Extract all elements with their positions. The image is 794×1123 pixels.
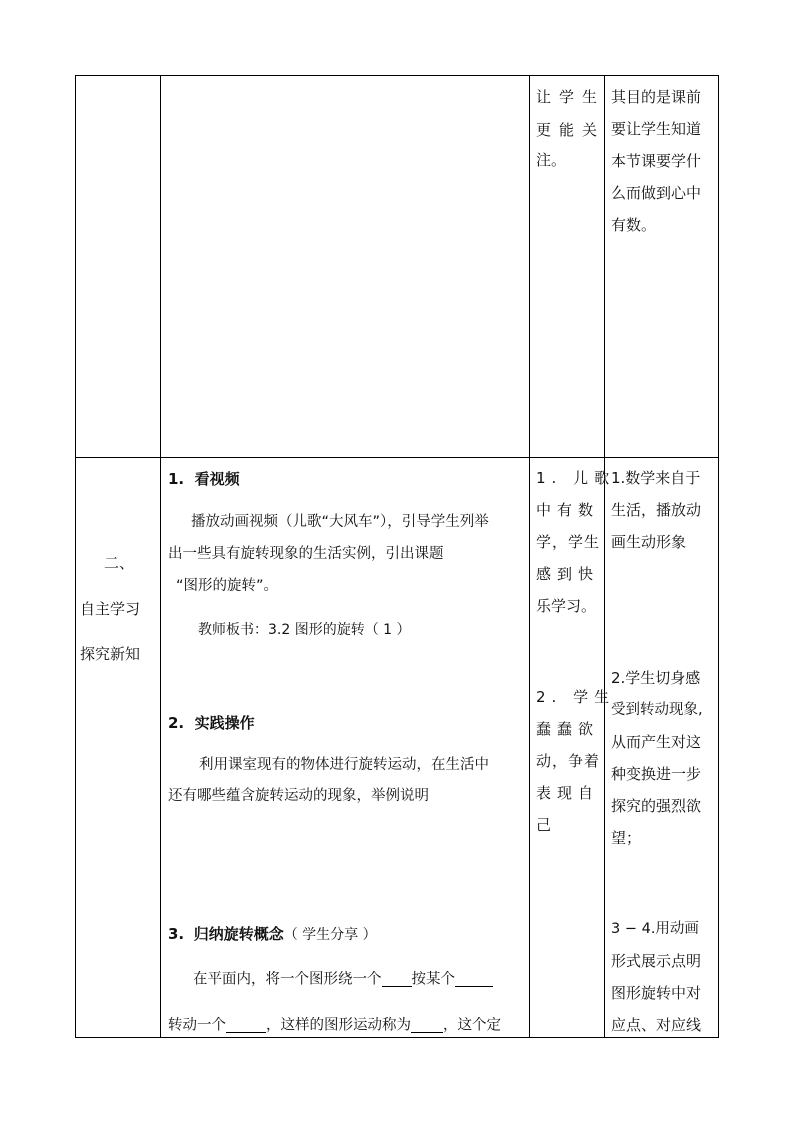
item3-line1-text-b: 按某个	[411, 971, 455, 988]
intent-c-line-2: 形式展示点明	[611, 952, 702, 970]
item1-number: 1.	[168, 470, 185, 488]
item2-heading	[168, 716, 255, 731]
item1-para-line-3: “图形的旋转”。	[176, 578, 279, 594]
intent-b-line-6: 望；	[611, 829, 642, 847]
student-a-line-3: 学，学生	[536, 533, 601, 551]
item1-heading	[168, 472, 240, 487]
row-divider	[75, 457, 719, 458]
item1-title: 看视频	[194, 470, 240, 488]
top-intent-line-3: 本节课要学什	[611, 152, 702, 170]
top-intent-line-2: 要让学生知道	[611, 120, 702, 138]
intent-a-line-3: 画生动形象	[611, 533, 687, 551]
item3-line2-text-b: ，这样的图形运动称为	[266, 1017, 411, 1034]
item2-para-line-1: 利用课室现有的物体进行旋转运动，在生活中	[199, 757, 489, 773]
student-b-line-1: 2. 学生	[536, 688, 616, 706]
intent-b-line-5: 探究的强烈欲	[611, 797, 702, 815]
item3-number: 3.	[168, 925, 185, 943]
item3-fill-line-1	[193, 972, 493, 987]
intent-a-line-1: 1.数学来自于	[611, 469, 701, 487]
student-b-line-4: 表现自	[536, 784, 600, 802]
intent-c-line-4: 应点、对应线	[611, 1016, 702, 1034]
item2-title: 实践操作	[194, 714, 255, 732]
section-label-line-2: 探究新知	[80, 645, 141, 663]
item3-heading	[168, 927, 377, 942]
item3-title: 归纳旋转概念	[193, 925, 284, 943]
item3-suffix: （ 学生分享 ）	[283, 927, 377, 943]
item2-para-line-2: 还有哪些蕴含旋转运动的现象，举例说明	[168, 788, 429, 804]
table-right-border	[718, 75, 719, 1038]
item3-line2-text-a: 转动一个	[168, 1017, 226, 1034]
item2-number: 2.	[168, 714, 185, 732]
top-student-line-3: 注。	[536, 151, 567, 169]
table-top-border	[75, 75, 719, 76]
table-left-border	[75, 75, 76, 1038]
col-divider-1	[160, 75, 161, 1038]
top-student-line-2: 更能关	[536, 121, 606, 139]
intent-c-line-3: 图形旋转中对	[611, 984, 702, 1002]
fill-blank-4[interactable]	[411, 1018, 443, 1033]
top-intent-line-5: 有数。	[611, 216, 657, 234]
fill-blank-1[interactable]	[382, 972, 412, 987]
item3-fill-line-2	[168, 1018, 501, 1033]
fill-blank-2[interactable]	[455, 972, 493, 987]
item1-para-line-1: 播放动画视频（儿歌“大风车”），引导学生列举	[191, 514, 489, 530]
intent-b-line-4: 种变换进一步	[611, 765, 702, 783]
col-divider-3	[604, 75, 605, 1038]
student-b-line-5: 己	[536, 816, 552, 834]
intent-b-line-1: 2.学生切身感	[611, 669, 701, 687]
top-intent-line-4: 么而做到心中	[611, 184, 702, 202]
col-divider-2	[529, 75, 530, 1038]
top-student-line-1: 让学生	[536, 88, 606, 106]
student-a-line-5: 乐学习。	[536, 597, 597, 615]
item3-line2-text-c: ，这个定	[443, 1017, 501, 1034]
section-number: 二、	[104, 554, 135, 572]
student-a-line-4: 感到快	[536, 565, 600, 583]
intent-c-line-1: 3 − 4.用动画	[611, 921, 699, 937]
teacher-board-note: 教师板书：3.2 图形的旋转（ 1 ）	[198, 622, 411, 638]
student-a-line-1: 1. 儿歌	[536, 469, 616, 487]
section-label-line-1: 自主学习	[80, 600, 141, 618]
student-b-line-2: 蠢蠢欲	[536, 720, 600, 738]
top-intent-line-1: 其目的是课前	[611, 88, 702, 106]
student-b-line-3: 动，争着	[536, 752, 601, 770]
intent-b-line-3: 从而产生对这	[611, 733, 702, 751]
intent-a-line-2: 生活，播放动	[611, 501, 702, 519]
fill-blank-3[interactable]	[226, 1018, 266, 1033]
item1-para-line-2: 出一些具有旋转现象的生活实例，引出课题	[168, 546, 444, 562]
student-a-line-2: 中有数	[536, 501, 600, 519]
item3-line1-text-a: 在平面内，将一个图形绕一个	[193, 971, 382, 988]
table-bottom-border	[75, 1037, 719, 1038]
intent-b-line-2: 受到转动现象,	[611, 702, 703, 718]
